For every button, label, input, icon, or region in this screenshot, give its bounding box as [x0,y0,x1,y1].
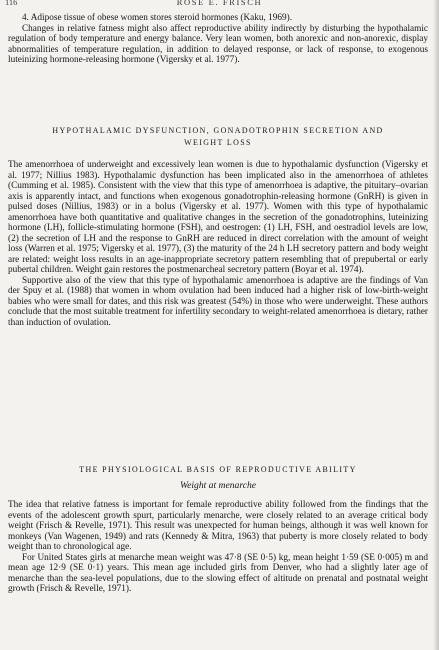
section-heading-hypothalamic [8,125,428,149]
section-hypothalamic [8,125,428,149]
paragraph-amenorrhoea: The amenorrhoea of underweight and excessively lean women is due to hypothalamic dysfunction (Vigersky et al. 1977; Nillius 1983). Hypothalamic dysfunction has been implicated also in the amenorrhoea of athletes (Cumming et al. 1985). Consistent with the view that this type of amenorrhoea is adaptive, the pituitary–ovarian axis is apparently intact, and functions when exogenous gonadotrophin-releasing hormone (GnRH) is given in pulsed doses (Nillius, 1983) or in a bolus (Vigersky et al. 1977). Women with this type of hypothalamic amenorrhoea have both quantitative and qualitative changes in the secretion of the gonadotrophins, luteinizing hormone (LH), follicle-stimulating hormone (FSH), and oestrogen: (1) LH, FSH, and oestradiol levels are low, (2) the secretion of LH and the response to GnRH are reduced in direct correlation with the amount of weight loss (Warren et al. 1975; Vigersky et al. 1977), (3) the maturity of the 24 h LH secretory pattern and body weight are related: weight loss results in an age-inappropriate secretory pattern resembling that of prepubertal or early pubertal children. Weight gain restores the postmenarcheal secretory pattern (Boyar et al. 1974). [8,160,428,275]
top-block [8,13,428,66]
paragraph-us-girls: For United States girls at menarche mean weight was 47·8 (SE 0·5) kg, mean height 1·59 (SE 0·005) m and mean age 12·9 (SE 0·1) years. This mean age included girls from Denver, who had a slightly later age of menarche than the sea-level populations, due to the slowing effect of altitude on prenatal and postnatal weight growth (Frisch & Revelle, 1971). [8,552,428,594]
paragraph-relative-fatness: The idea that relative fatness is important for female reproductive ability followed from the findings that the events of the adolescent growth spurt, particularly menarche, were closely related to an average critical body weight (Frisch & Revelle, 1971). This result was unexpected for human beings, although it was well known for monkeys (Van Wagenen, 1949) and rats (Kennedy & Mitra, 1963) that puberty is more closely related to body weight than to chronological age. [8,500,428,552]
heading-line-1: HYPOTHALAMIC DYSFUNCTION, GONADOTROPHIN SECRETION AND [52,126,384,135]
section-physiological-body [8,500,428,595]
section-hypothalamic-body [8,160,428,328]
running-head: ROSE E. FRISCH [176,0,263,7]
paragraph-fatness-regulation: Changes in relative fatness might also affect reproductive ability indirectly by disturbing the hypothalamic regulation of body temperature and energy balance. Very lean women, both anorexic and non-anorexic, display abnormalities of temperature regulation, in addition to delayed response, or lack of response, to exogenous luteinizing hormone-releasing hormone (Vigersky et al. 1977). [8,23,428,65]
heading-line-2: WEIGHT LOSS [184,138,252,147]
section-heading-physiological: THE PHYSIOLOGICAL BASIS OF REPRODUCTIVE ABILITY [79,465,357,474]
page-number: 116 [5,0,18,7]
section-physiological [8,464,428,491]
subheading-weight-menarche: Weight at menarche [179,480,257,491]
paragraph-supportive: Supportive also of the view that this type of hypothalamic amenorrhoea is adaptive are the findings of Van der Spuy et al. (1988) that women in whom ovulation had been induced had a higher risk of low-birth-weight babies who were small for dates, and this risk was greatest (54%) in those who were underweight. These authors conclude that the most suitable treatment for infertility secondary to weight-related amenorrhoea is dietary, rather than induction of ovulation. [8,275,428,328]
list-item-4: 4. Adipose tissue of obese women stores steroid hormones (Kaku, 1969). [22,13,293,23]
page-edge-shadow [433,0,439,650]
